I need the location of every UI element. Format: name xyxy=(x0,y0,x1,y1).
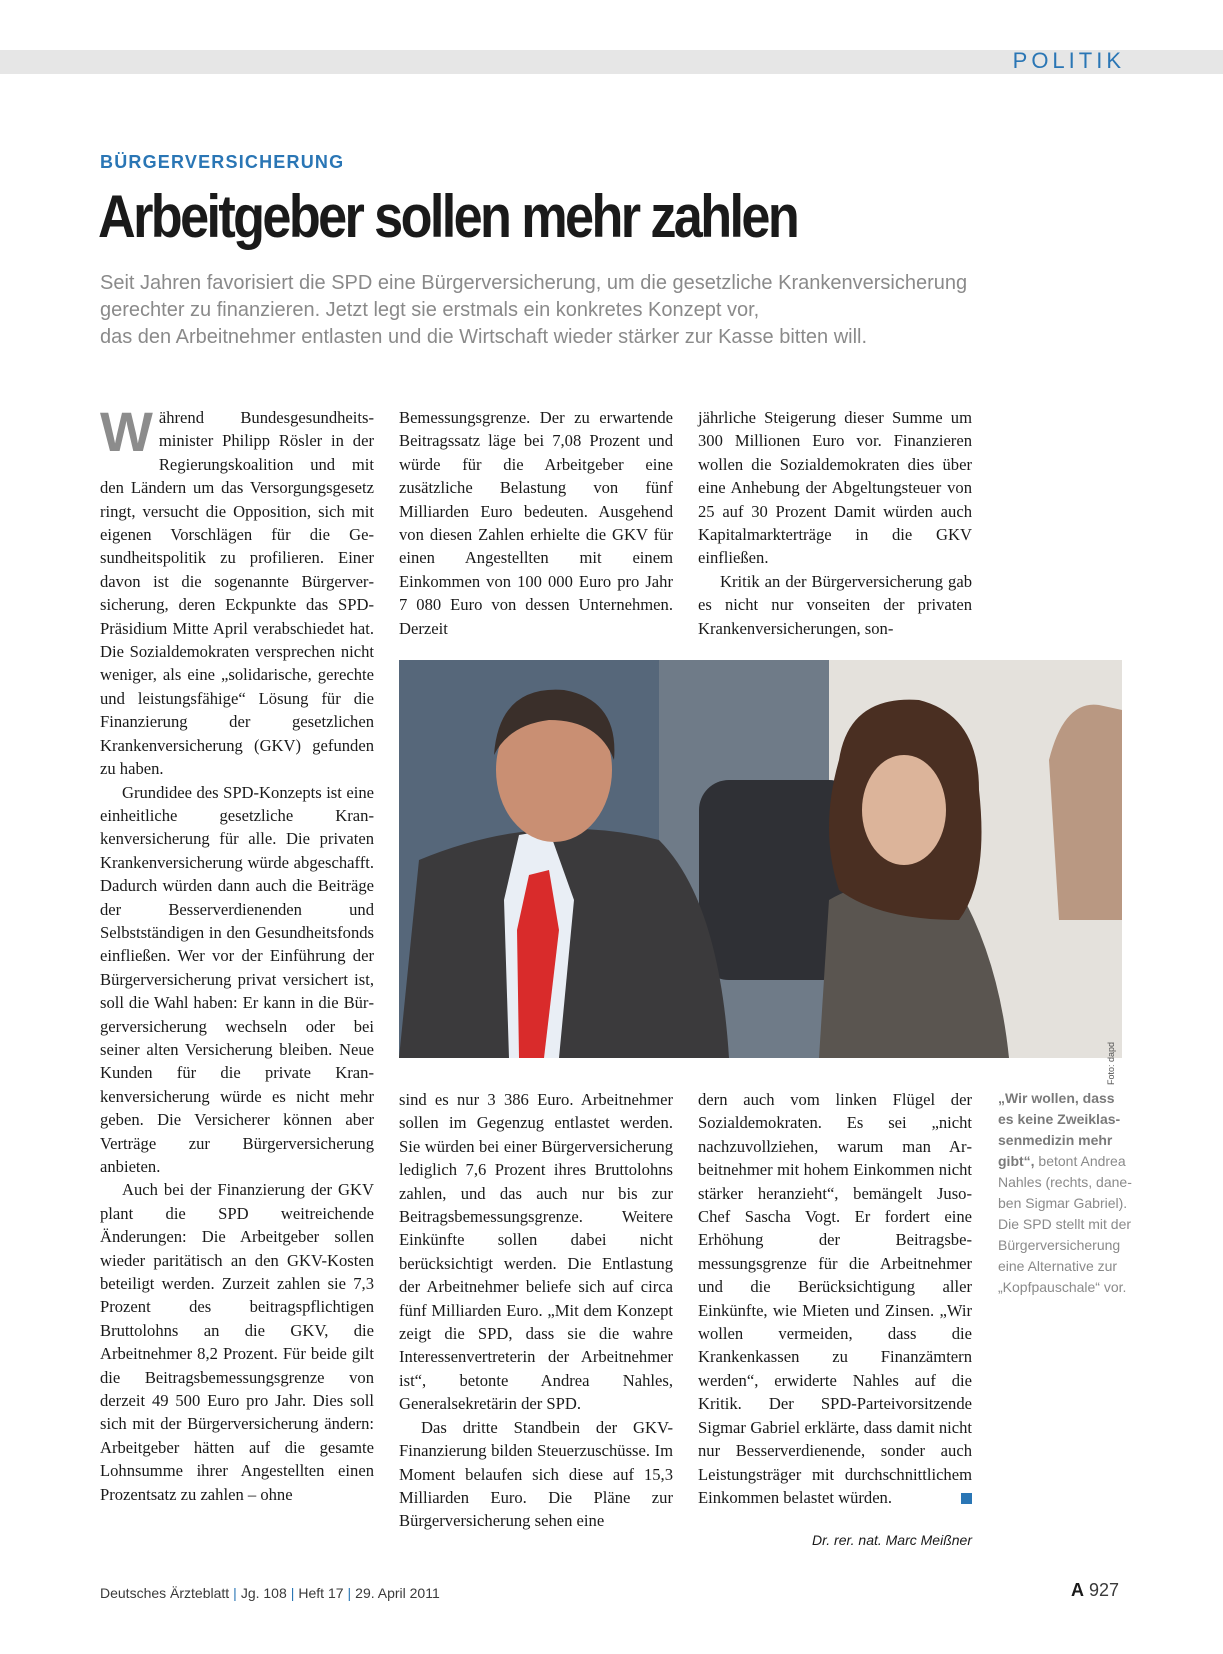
end-mark-icon xyxy=(961,1493,972,1504)
caption-text: betont Andrea Nahles (rechts, daneben Sigmar Gabriel). Die SPD stellt mit der Bürgerversicherung eine Alternative zur „Kopfpauschale“ vor. xyxy=(998,1153,1132,1295)
text-column-2-bottom xyxy=(399,1088,673,1533)
paragraph-text: ährend Bundesgesundheitsminister Philipp Rösler in der Regierungskoalition und mit den Ländern um das Versorgungsgesetz ringt, versucht die Opposition, sich mit eigenen Vorschlägen für die Gesundheitspolitik zu profilieren. Einer davon ist die sogenannte Bürgerversicherung, deren Eckpunkte das SPD-Präsidium Mitte April verabschiedet hat. Die Sozialdemokraten versprechen nicht weniger, als eine „solidarische, gerechte und leistungsfähige“ Lösung für die Finanzierung der gesetzlichen Krankenversicherung (GKV) gefunden zu haben. xyxy=(100,408,374,779)
photo-credit: Foto: dapd xyxy=(1106,1042,1116,1086)
lead-line: Seit Jahren favorisiert die SPD eine Bürgerversicherung, um die gesetzliche Krankenversicherung xyxy=(100,272,968,294)
article-headline: Arbeitgeber sollen mehr zahlen xyxy=(98,183,798,250)
paragraph-text: dern auch vom linken Flügel der Sozialdemokraten. Es sei „nicht nachzuvollziehen, warum man Arbeitnehmer mit hohem Einkommen nicht stärker heranzieht“, bemängelt Juso-Chef Sascha Vogt. Er fordert eine Erhöhung der Beitragsbemessungsgrenze für die Arbeitnehmer und die Berücksichtigung aller Einkünfte, wie Mieten und Zinsen. „Wir wollen vermeiden, dass die Krankenkassen zu Finanzämtern werden“, erwiderte Nahles auf die Kritik. Der SPD-Parteivorsitzende Sigmar Gabriel erklärte, dass damit nicht nur Besserverdienende, sonder auch Leistungsträger mit durchschnittlichem Einkommen belastet würden. xyxy=(698,1090,972,1507)
paragraph: jährliche Steigerung dieser Summe um 300 Millionen Euro vor. Finanzieren wollen die Sozialdemokraten dies über eine Anhebung der Abgeltungsteuer von 25 auf 30 Prozent Damit würden auch Kapitalmarkterträge in die GKV einfließen. xyxy=(698,408,972,568)
paragraph: Auch bei der Finanzierung der GKV plant die SPD weitreichende Änderungen: Die Arbeitgeber sollen wieder paritätisch an den GKV-Kosten beteiligt werden. Zurzeit zahlen sie 7,3 Prozent des beitragspflichtigen Bruttolohns an die GKV, die Arbeitnehmer 8,2 Prozent. Für beide gilt die Beitragsbemessungsgrenze von derzeit 49 500 Euro pro Jahr. Dies soll sich mit der Bürgerversicherung ändern: Arbeitgeber hätten auf die gesamte Lohnsumme ihrer Angestellten einen Prozentsatz zu zahlen – ohne xyxy=(100,1180,374,1504)
article-lead xyxy=(100,270,1130,351)
page-number xyxy=(1071,1580,1119,1601)
separator: | xyxy=(347,1585,352,1601)
page-footer xyxy=(100,1585,440,1601)
paragraph: Grundidee des SPD-Konzepts ist eine einheitliche gesetzliche Krankenversicherung für alle. Die privaten Krankenversicherung würde abgeschafft. Dadurch würden dann auch die Beiträge der Besserverdienenden und Selbstständigen in den Gesundheitsfonds einfließen. Wer vor der Einführung der Bürgerversicherung privat versichert ist, soll die Wahl haben: Er kann in die Bürgerversicherung wechseln oder bei seiner alten Versicherung bleiben. Neue Kunden für die private Krankenversicherung würde es nicht mehr geben. Die Versicherer können aber Verträge zur Bürgerversicherung anbieten. xyxy=(100,782,374,1176)
article-photo xyxy=(399,660,1122,1086)
paragraph: sind es nur 3 386 Euro. Arbeitnehmer sollen im Gegenzug entlastet werden. Sie würden bei einer Bürgerversicherung lediglich 7,6 Prozent ihres Bruttolohns zahlen, und das auch nur bis zur Beitragsbemessungsgrenze. Weitere Einkünfte sollen dabei nicht berücksichtigt werden. Die Entlastung der Arbeitnehmer beliefe sich auf circa fünf Milliarden Euro. „Mit dem Konzept zeigt die SPD, dass sie die wahre Interessenvertreterin der Arbeitnehmer ist“, betonte Andrea Nahles, Generalsekretärin der SPD. xyxy=(399,1090,673,1414)
section-label: POLITIK xyxy=(1012,48,1125,73)
text-column-2-top xyxy=(399,406,673,640)
paragraph xyxy=(698,1088,972,1509)
journal-date: 29. April 2011 xyxy=(355,1585,440,1601)
separator: | xyxy=(233,1585,237,1601)
paragraph xyxy=(100,400,374,781)
caption-quote: „Wir wollen, dass es keine Zweiklassenmedizin mehr gibt“, xyxy=(998,1090,1121,1169)
journal-name: Deutsches Ärzteblatt xyxy=(100,1585,230,1601)
drop-cap: W xyxy=(100,400,153,463)
photo-illustration xyxy=(399,660,1122,1058)
paragraph: Das dritte Standbein der GKV-Finanzierung bilden Steuerzuschüsse. Im Moment belaufen sich diese auf 15,3 Milliarden Euro. Die Pläne zur Bürgerversicherung sehen eine xyxy=(399,1417,673,1531)
text-column-3-bottom xyxy=(698,1088,972,1509)
paragraph: Bemessungsgrenze. Der zu erwartende Beitragssatz läge bei 7,08 Prozent und würde für die Arbeitgeber eine zusätzliche Belastung von fünf Milliarden Euro bedeuten. Ausgehend von diesen Zahlen erhielte die GKV für einen Angestellten mit einem Einkommen von 100 000 Euro pro Jahr 7 080 Euro von dessen Unternehmen. Derzeit xyxy=(399,408,673,638)
lead-line: gerechter zu finanzieren. Jetzt legt sie erstmals ein konkretes Konzept vor, xyxy=(100,299,760,321)
article-kicker: BÜRGERVERSICHERUNG xyxy=(100,152,345,172)
photo-caption xyxy=(998,1088,1132,1298)
author-byline: Dr. rer. nat. Marc Meißner xyxy=(812,1532,972,1548)
text-column-3-top xyxy=(698,406,972,640)
page-number-value: 927 xyxy=(1088,1580,1119,1600)
journal-volume: Jg. 108 xyxy=(240,1585,287,1601)
text-column-1 xyxy=(100,400,374,1506)
journal-issue: Heft 17 xyxy=(298,1585,344,1601)
lead-line: das den Arbeitnehmer entlasten und die Wirtschaft wieder stärker zur Kasse bitten will. xyxy=(100,326,868,348)
separator: | xyxy=(290,1585,295,1601)
paragraph: Kritik an der Bürgerversicherung gab es nicht nur vonseiten der privaten Krankenversicherungen, son- xyxy=(698,571,972,638)
page-prefix: A xyxy=(1070,1580,1084,1600)
